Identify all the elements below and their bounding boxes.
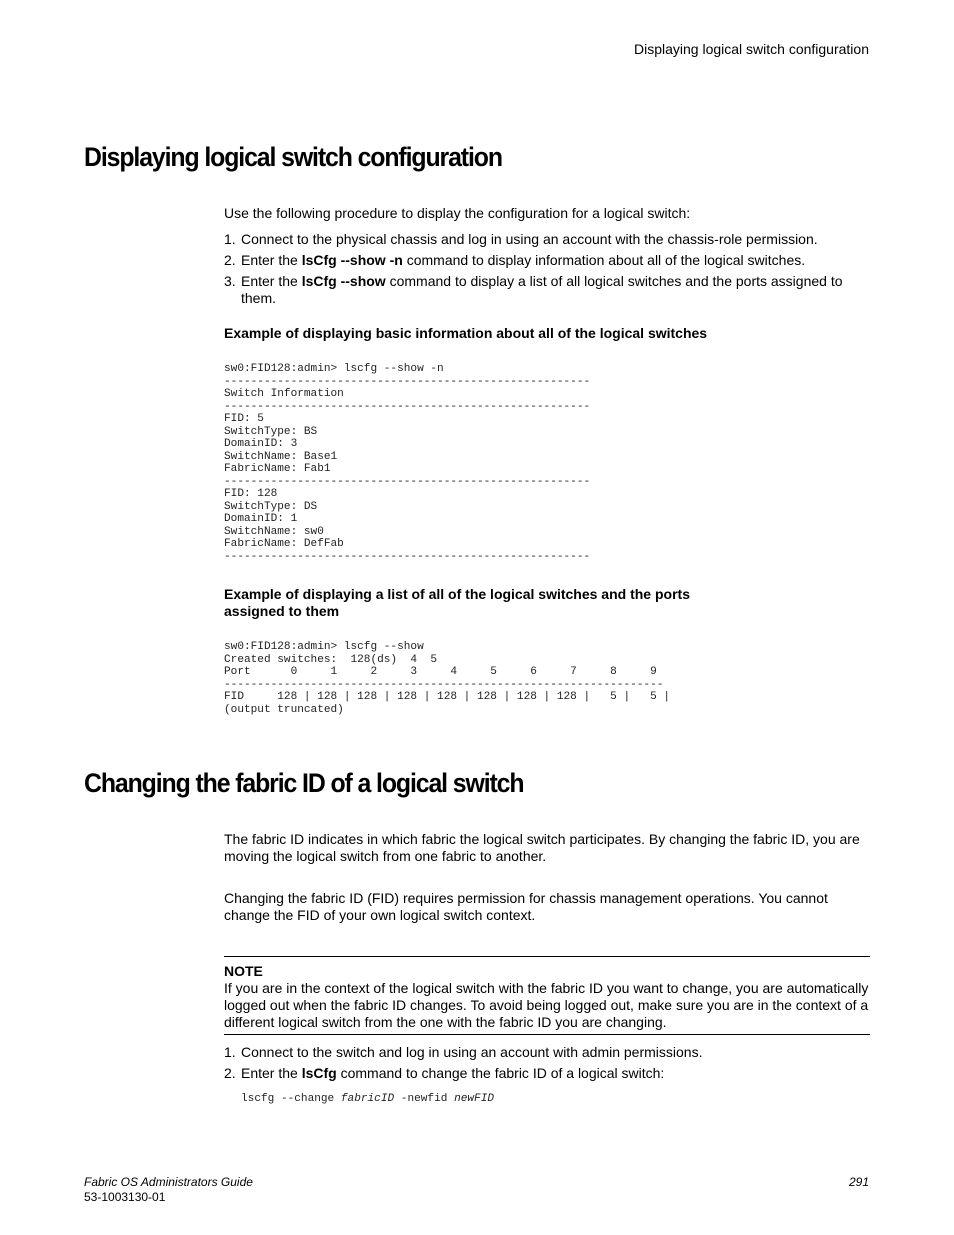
procedure-steps-change bbox=[224, 1044, 870, 1086]
step-2: 2. Enter the lsCfg --show -n command to display information about all of the logical switches. bbox=[224, 252, 806, 268]
note-bottom-rule bbox=[224, 1034, 870, 1035]
footer-page-number: 291 bbox=[848, 1175, 869, 1189]
step-3: 3. Enter the lsCfg --show command to display a list of all logical switches and the ports assigned to them. bbox=[224, 273, 843, 306]
footer-doc-number: 53-1003130-01 bbox=[84, 1190, 166, 1204]
example-heading-ports: Example of displaying a list of all of the logical switches and the ports assigned to them bbox=[224, 586, 690, 619]
example-heading-basic-info: Example of displaying basic information about all of the logical switches bbox=[224, 325, 708, 341]
note-top-rule bbox=[224, 956, 870, 957]
code-example-show: sw0:FID128:admin> lscfg --show Created switches: 128(ds) 4 5 Port 0 1 2 3 4 5 6 7 8 9 ------------------------------------------------------------------ FID 128 | 128 | 128 | 128 | 128 | 128 | 128 | 128 | 5 | 5 | (output truncated) bbox=[224, 641, 671, 716]
section-title-displaying-config: Displaying logical switch configuration bbox=[84, 142, 502, 172]
command-syntax: lscfg --change fabricID -newfid newFID bbox=[241, 1093, 495, 1105]
command-name: lsCfg --show bbox=[301, 273, 386, 289]
syntax-arg-newfid: newFID bbox=[454, 1093, 495, 1105]
step-1: 1. Connect to the physical chassis and log in using an account with the chassis-role permission. bbox=[224, 231, 818, 247]
note-title: NOTE bbox=[224, 963, 263, 979]
step-1: 1. Connect to the switch and log in using an account with admin permissions. bbox=[224, 1044, 703, 1060]
footer-doc-title: Fabric OS Administrators Guide bbox=[84, 1175, 253, 1189]
footer-doc-info bbox=[84, 1175, 253, 1205]
command-name: lsCfg bbox=[301, 1065, 337, 1081]
fid-paragraph-2: Changing the fabric ID (FID) requires permission for chassis management operations. You cannot change the FID of your own logical switch context. bbox=[224, 890, 828, 923]
intro-paragraph: Use the following procedure to display the configuration for a logical switch: bbox=[224, 205, 691, 221]
note-body: If you are in the context of the logical switch with the fabric ID you want to change, you are automatically logged out when the fabric ID changes. To avoid being logged out, make sure you are in the context of a different logical switch from the one with the fabric ID you are changing. bbox=[224, 980, 869, 1030]
command-name: lsCfg --show -n bbox=[301, 252, 403, 268]
running-header: Displaying logical switch configuration bbox=[633, 41, 869, 57]
code-example-show-n: sw0:FID128:admin> lscfg --show -n ------------------------------------------------------- Switch Information ------------------------------------------------------- FID: 5 SwitchType: BS DomainID: 3 SwitchName: Base1 FabricName: Fab1 ------------------------------------------------------- FID: 128 SwitchType: DS DomainID: 1 SwitchName: sw0 FabricName: DefFab ------------------------------------------------------- bbox=[224, 363, 591, 563]
section-title-changing-fid: Changing the fabric ID of a logical switch bbox=[84, 768, 524, 798]
syntax-arg-fabricid: fabricID bbox=[340, 1093, 395, 1105]
fid-paragraph-1: The fabric ID indicates in which fabric the logical switch participates. By changing the fabric ID, you are moving the logical switch from one fabric to another. bbox=[224, 831, 860, 864]
step-2: 2. Enter the lsCfg command to change the fabric ID of a logical switch: bbox=[224, 1065, 665, 1081]
procedure-steps-display bbox=[224, 231, 870, 311]
